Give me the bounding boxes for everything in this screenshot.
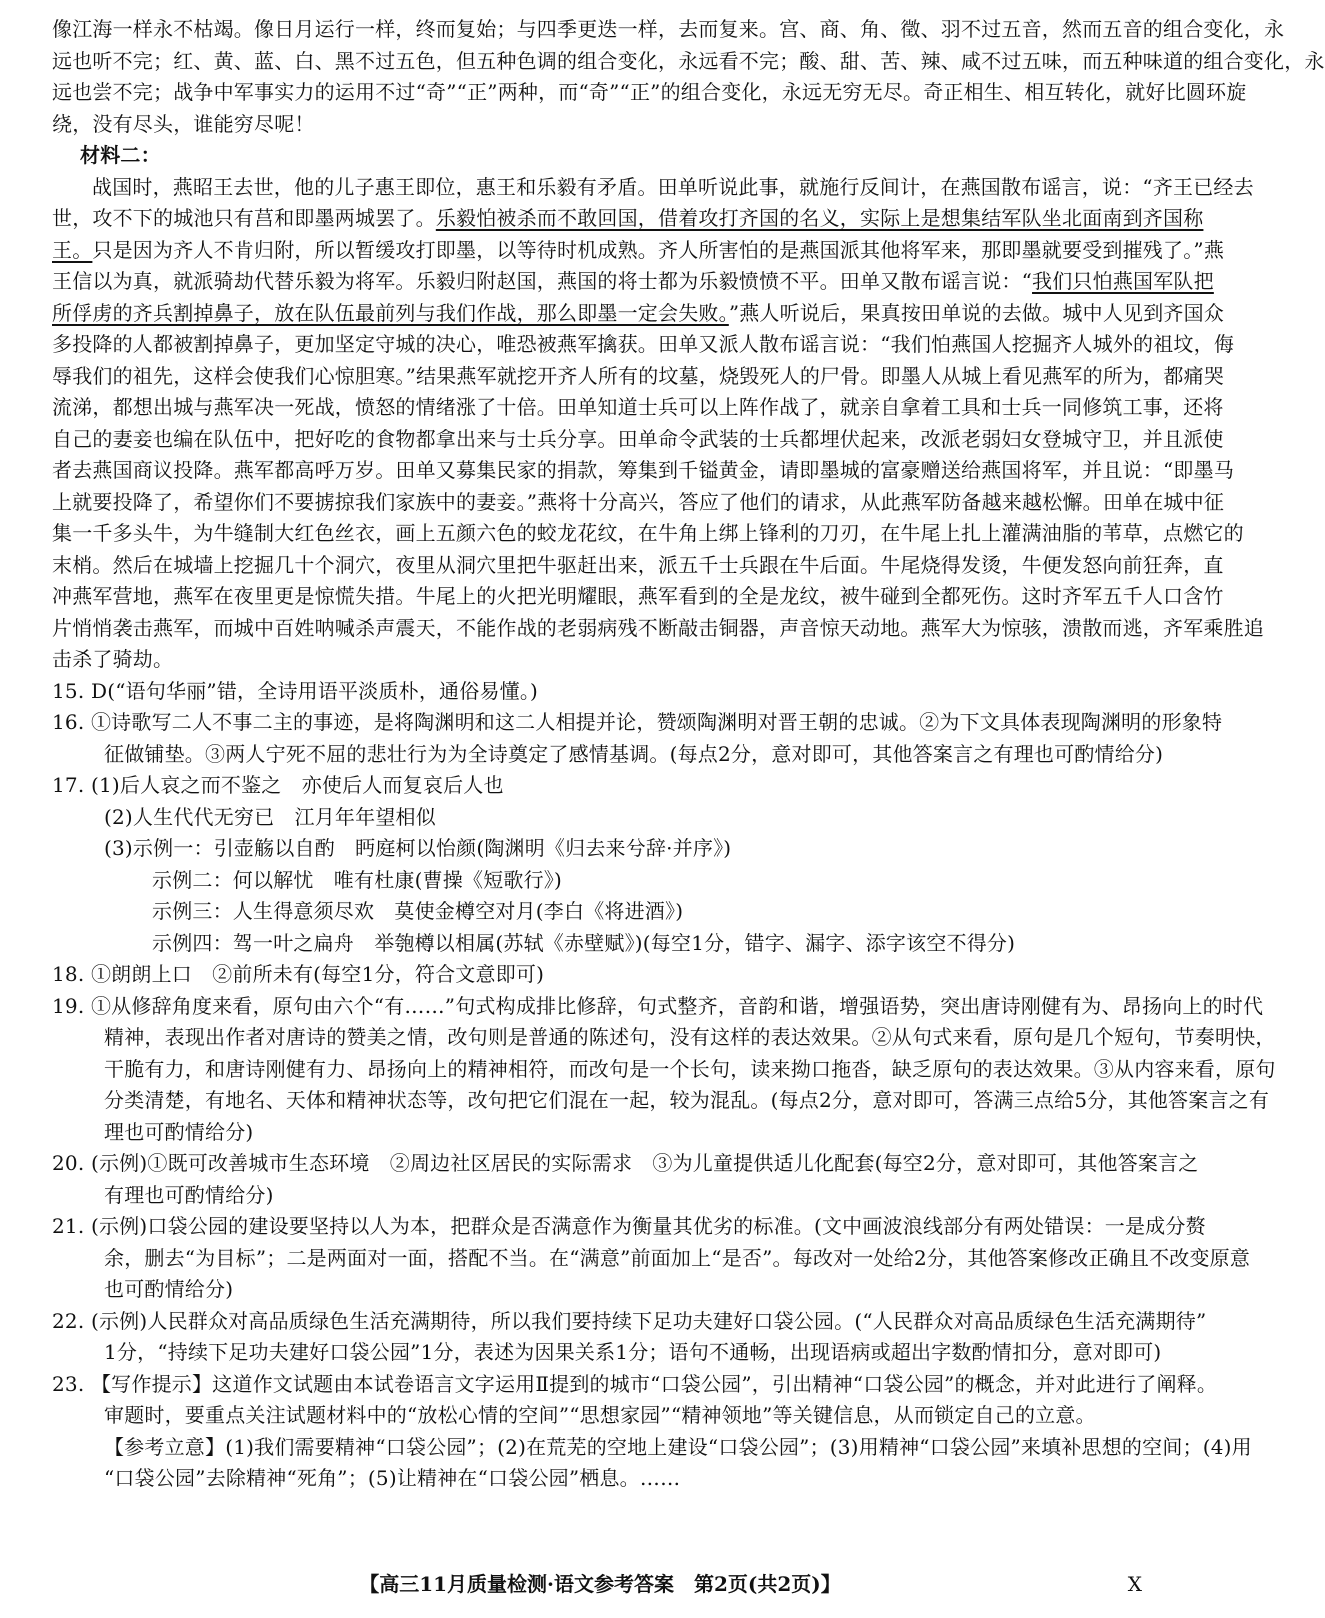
text-line: 示例二：何以解忧 唯有杜康(曹操《短歌行》): [152, 867, 563, 892]
text-segment: 王信以为真，就派骑劫代替乐毅为将军。乐毅归附赵国，燕国的将士都为乐毅愤愤不平。田单又散布谣言说：“: [52, 269, 1033, 293]
text-line: 末梢。然后在城墙上挖掘几十个洞穴，夜里从洞穴里把牛驱赶出来，派五千士兵跟在牛后面。牛尾烧得发烫，牛便发怒向前狂奔，直: [52, 552, 1224, 577]
text-line: 征做铺垫。③两人宁死不屈的悲壮行为为全诗奠定了感情基调。(每点2分，意对即可，其他答案言之有理也可酌情给分): [104, 741, 1164, 766]
text-line: [52, 298, 1225, 330]
text-line: 集一千多头牛，为牛缝制大红色丝衣，画上五颜六色的蛟龙花纹，在牛角上绑上锋利的刀刃，在牛尾上扎上灌满油脂的苇草，点燃它的: [52, 521, 1244, 545]
text-line: 冲燕军营地，燕军在夜里更是惊慌失措。牛尾上的火把光明耀眼，燕军看到的全是龙纹，被牛碰到全都死伤。这时齐军五千人口含竹: [52, 584, 1224, 608]
text-line: 余，删去“为目标”；二是两面对一面，搭配不当。在“满意”前面加上“是否”。每改对一处给2分，其他答案修改正确且不改变原意: [104, 1245, 1251, 1270]
text-line: 上就要投降了，希望你们不要掳掠我们家族中的妻妾。”燕将十分高兴，答应了他们的请求，从此燕军防备越来越松懈。田单在城中征: [52, 489, 1225, 514]
text-line: 也可酌情给分): [104, 1277, 234, 1301]
text-line: 干脆有力，和唐诗刚健有力、昂扬向上的精神相符，而改句是一个长句，读来拗口拖沓，缺乏原句的表达效果。③从内容来看，原句: [104, 1056, 1276, 1081]
section-heading: 材料二：: [80, 143, 161, 167]
text-line: 像江海一样永不枯竭。像日月运行一样，终而复始；与四季更迭一样，去而复来。宫、商、角、徵、羽不过五音，然而五音的组合变化，永: [52, 17, 1285, 41]
answer-18: 18. ①朗朗上口 ②前所未有(每空1分，符合文意即可): [52, 962, 545, 986]
answer-21: 21. (示例)口袋公园的建设要坚持以人为本，把群众是否满意作为衡量其优劣的标准。(文中画波浪线部分有两处错误：一是成分赘: [52, 1214, 1206, 1238]
text-line: [52, 266, 1214, 298]
text-line: [52, 203, 1204, 235]
text-line: (3)示例一：引壶觞以自酌 眄庭柯以怡颜(陶渊明《归去来兮辞·并序》): [104, 836, 732, 860]
text-line: 绕，没有尽头，谁能穷尽呢！: [52, 111, 315, 136]
answer-22: 22. (示例)人民群众对高品质绿色生活充满期待，所以我们要持续下足功夫建好口袋公园。(“人民群众对高品质绿色生活充满期待”: [52, 1308, 1207, 1333]
text-line: 有理也可酌情给分): [104, 1182, 274, 1207]
underlined-sentence: 我们只怕燕国军队把: [1032, 269, 1214, 293]
footer-mark: X: [1127, 1572, 1142, 1596]
answer-19: 19. ①从修辞角度来看，原句由六个“有……”句式构成排比修辞，句式整齐，音韵和谐，增强语势，突出唐诗刚健有为、昂扬向上的时代: [52, 993, 1264, 1018]
text-segment: 世，攻不下的城池只有莒和即墨两城罢了。: [52, 206, 436, 230]
answer-20: 20. (示例)①既可改善城市生态环境 ②周边社区居民的实际需求 ③为儿童提供适儿化配套(每空2分，意对即可，其他答案言之: [52, 1151, 1199, 1175]
underlined-sentence: 所俘虏的齐兵割掉鼻子，放在队伍最前列与我们作战，那么即墨一定会失败。: [52, 300, 729, 325]
text-line: 理也可酌情给分): [104, 1119, 254, 1144]
text-line: “口袋公园”去除精神“死角”；(5)让精神在“口袋公园”栖息。……: [104, 1466, 681, 1490]
underlined-sentence: 王。: [52, 237, 93, 262]
text-line: (2)人生代代无穷已 江月年年望相似: [104, 804, 436, 829]
text-line: 远也听不完；红、黄、蓝、白、黑不过五色，但五种色调的组合变化，永远看不完；酸、甜、苦、辣、咸不过五味，而五种味道的组合变化，永: [52, 48, 1325, 73]
text-segment: ”燕人听说后，果真按田单说的去做。城中人见到齐国众: [728, 300, 1225, 325]
answer-23: 23. 【写作提示】这道作文试题由本试卷语言文字运用Ⅱ提到的城市“口袋公园”，引出精神“口袋公园”的概念，并对此进行了阐释。: [52, 1371, 1218, 1396]
text-line: 分类清楚，有地名、天体和精神状态等，改句把它们混在一起，较为混乱。(每点2分，意对即可，答满三点给5分，其他答案言之有: [104, 1088, 1270, 1112]
text-line: 示例三：人生得意须尽欢 莫使金樽空对月(李白《将进酒》): [152, 899, 684, 923]
text-line: 审题时，要重点关注试题材料中的“放松心情的空间”“思想家园”“精神领地”等关键信息，从而锁定自己的立意。: [104, 1403, 1096, 1427]
text-line: 多投降的人都被割掉鼻子，更加坚定守城的决心，唯恐被燕军擒获。田单又派人散布谣言说：“我们怕燕国人挖掘齐人城外的祖坟，侮: [52, 332, 1235, 356]
text-segment: 只是因为齐人不肯归附，所以暂缓攻打即墨，以等待时机成熟。齐人所害怕的是燕国派其他将军来，那即墨就要受到摧残了。”燕: [92, 237, 1225, 262]
text-line: 远也尝不完；战争中军事实力的运用不过“奇”“正”两种，而“奇”“正”的组合变化，永远无穷无尽。奇正相生、相互转化，就好比圆环旋: [52, 80, 1247, 104]
text-line: 自己的妻妾也编在队伍中，把好吃的食物都拿出来与士兵分享。田单命令武装的士兵都埋伏起来，改派老弱妇女登城守卫，并且派使: [52, 426, 1224, 451]
footer-title: 【高三11月质量检测·语文参考答案 第2页(共2页)】: [359, 1572, 841, 1596]
answer-15: 15. D(“语句华丽”错，全诗用语平淡质朴，通俗易懂。): [52, 678, 539, 703]
text-line: 【参考立意】(1)我们需要精神“口袋公园”；(2)在荒芜的空地上建设“口袋公园”；(3)用精神“口袋公园”来填补思想的空间；(4)用: [104, 1434, 1252, 1459]
text-line: 战国时，燕昭王去世，他的儿子惠王即位，惠王和乐毅有矛盾。田单听说此事，就施行反间计，在燕国散布谣言，说：“齐王已经去: [92, 174, 1254, 199]
page-footer: [0, 1569, 1200, 1599]
text-line: 者去燕国商议投降。燕军都高呼万岁。田单又募集民家的捐款，筹集到千镒黄金，请即墨城的富豪赠送给燕国将军，并且说：“即墨马: [52, 458, 1235, 482]
text-line: [52, 235, 1225, 267]
answer-17: 17. (1)后人哀之而不鉴之 亦使后人而复哀后人也: [52, 773, 504, 797]
underlined-sentence: 乐毅怕被杀而不敢回国，借着攻打齐国的名义，实际上是想集结军队坐北面南到齐国称: [435, 206, 1204, 230]
text-line: 流涕，都想出城与燕军决一死战，愤怒的情绪涨了十倍。田单知道士兵可以上阵作战了，就亲自拿着工具和士兵一同修筑工事，还将: [52, 395, 1224, 419]
text-line: 击杀了骑劫。: [52, 647, 174, 671]
text-line: 辱我们的祖先，这样会使我们心惊胆寒。”结果燕军就挖开齐人所有的坟墓，烧毁死人的尸骨。即墨人从城上看见燕军的所为，都痛哭: [52, 363, 1225, 388]
text-line: 片悄悄袭击燕军，而城中百姓呐喊杀声震天，不能作战的老弱病残不断敲击铜器，声音惊天动地。燕军大为惊骇，溃散而逃，齐军乘胜追: [52, 615, 1264, 640]
text-line: 精神，表现出作者对唐诗的赞美之情，改句则是普通的陈述句，没有这样的表达效果。②从句式来看，原句是几个短句，节奏明快，: [104, 1025, 1276, 1049]
text-line: 示例四：驾一叶之扁舟 举匏樽以相属(苏轼《赤壁赋》)(每空1分，错字、漏字、添字该空不得分): [152, 930, 1016, 955]
answer-16: 16. ①诗歌写二人不事二主的事迹，是将陶渊明和这二人相提并论，赞颂陶渊明对晋王朝的忠诚。②为下文具体表现陶渊明的形象特: [52, 710, 1223, 734]
text-line: 1分，“持续下足功夫建好口袋公园”1分，表述为因果关系1分；语句不通畅，出现语病或超出字数酌情扣分，意对即可): [104, 1340, 1162, 1364]
